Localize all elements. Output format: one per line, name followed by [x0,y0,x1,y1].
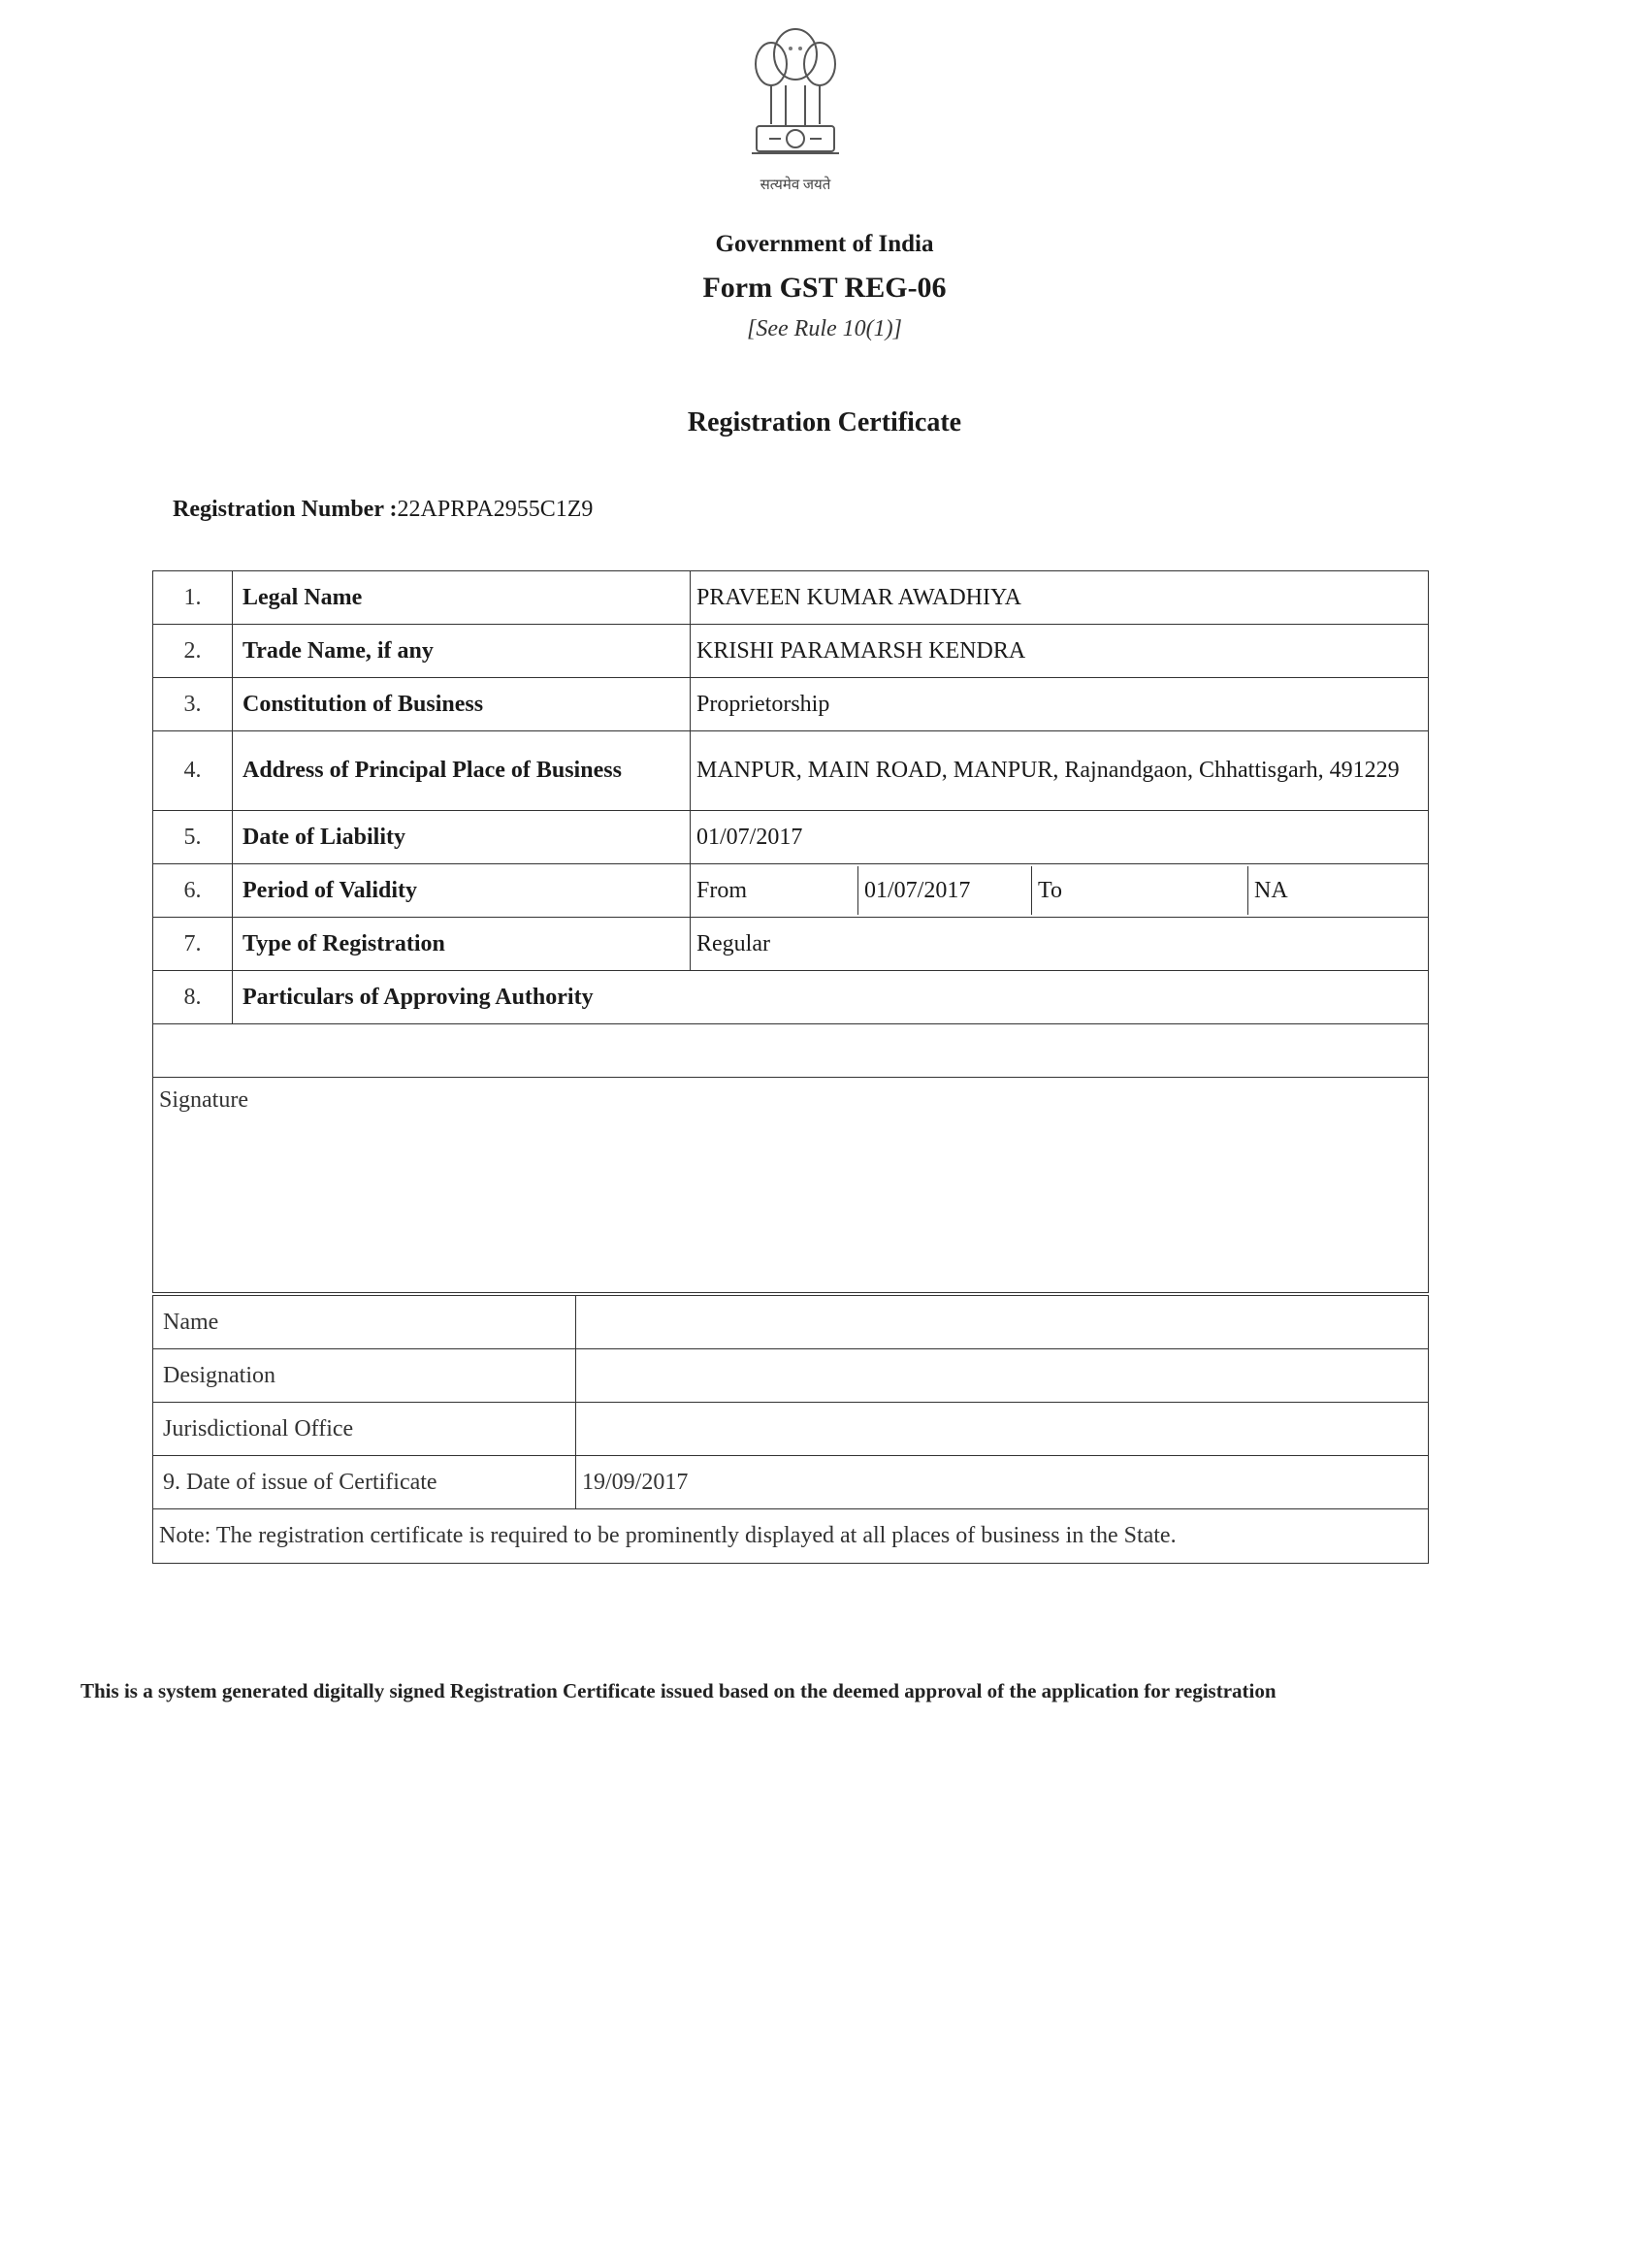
national-emblem [737,17,854,202]
system-generated-note: This is a system generated digitally signed Registration Certificate issued based on the deemed approval of the application for registration [81,1679,1277,1702]
row-number: 3. [153,678,233,731]
validity-label: Period of Validity [233,864,691,918]
table-row [153,1349,1429,1403]
validity-from-value: 01/07/2017 [858,866,1032,915]
rule-reference: [See Rule 10(1)] [747,316,902,341]
signature-cell: Signature [153,1078,1429,1293]
jurisdictional-office-value [576,1403,1429,1456]
government-heading: Government of India [715,231,934,257]
validity-table [691,866,1428,915]
issue-date-value: 19/09/2017 [576,1456,1429,1509]
jurisdictional-office-label: Jurisdictional Office [153,1403,576,1456]
table-row [153,678,1429,731]
table-row [153,1456,1429,1509]
constitution-value: Proprietorship [691,678,1429,731]
row-number: 2. [153,625,233,678]
registration-number-line [173,497,593,523]
liability-date-value: 01/07/2017 [691,811,1429,864]
ashoka-lion-emblem-icon [742,17,849,173]
table-row [153,625,1429,678]
authority-details-table [152,1295,1429,1564]
table-row [153,1509,1429,1564]
display-note: Note: The registration certificate is required to be prominently displayed at all places of business in the State. [153,1509,1429,1564]
table-row [153,571,1429,625]
legal-name-label: Legal Name [233,571,691,625]
registration-type-value: Regular [691,918,1429,971]
row-number: 8. [153,971,233,1024]
designation-label: Designation [153,1349,576,1403]
constitution-label: Constitution of Business [233,678,691,731]
address-value: MANPUR, MAIN ROAD, MANPUR, Rajnandgaon, Chhattisgarh, 491229 [691,731,1429,811]
table-row [153,731,1429,811]
table-row [153,1078,1429,1293]
validity-to-value: NA [1248,866,1429,915]
authority-name-value [576,1296,1429,1349]
trade-name-value: KRISHI PARAMARSH KENDRA [691,625,1429,678]
certificate-details-table [152,570,1429,1293]
validity-from-label: From [696,877,748,903]
registration-type-label: Type of Registration [233,918,691,971]
validity-to-label: To [1032,866,1248,915]
table-row [153,971,1429,1024]
registration-number-label: Registration Number : [173,497,398,522]
row-number: 1. [153,571,233,625]
liability-date-label: Date of Liability [233,811,691,864]
form-heading: Form GST REG-06 [702,272,947,304]
table-row [153,1024,1429,1078]
address-label: Address of Principal Place of Business [233,731,691,811]
certificate-title: Registration Certificate [687,407,962,437]
blank-row [153,1024,1429,1078]
row-number: 7. [153,918,233,971]
table-row [153,918,1429,971]
designation-value [576,1349,1429,1403]
row-number: 4. [153,731,233,811]
registration-number: 22APRPA2955C1Z9 [397,497,594,522]
trade-name-label: Trade Name, if any [233,625,691,678]
authority-name-label: Name [153,1296,576,1349]
table-row [153,1403,1429,1456]
issue-date-label: 9. Date of issue of Certificate [153,1456,576,1509]
table-row [153,1296,1429,1349]
emblem-motto: सत्यमेव जयते [760,178,831,193]
row-number: 5. [153,811,233,864]
row-number: 6. [153,864,233,918]
approving-authority-label: Particulars of Approving Authority [233,971,1429,1024]
table-row [153,864,1429,918]
validity-cell [691,864,1429,918]
table-row [153,811,1429,864]
legal-name-value: PRAVEEN KUMAR AWADHIYA [691,571,1429,625]
